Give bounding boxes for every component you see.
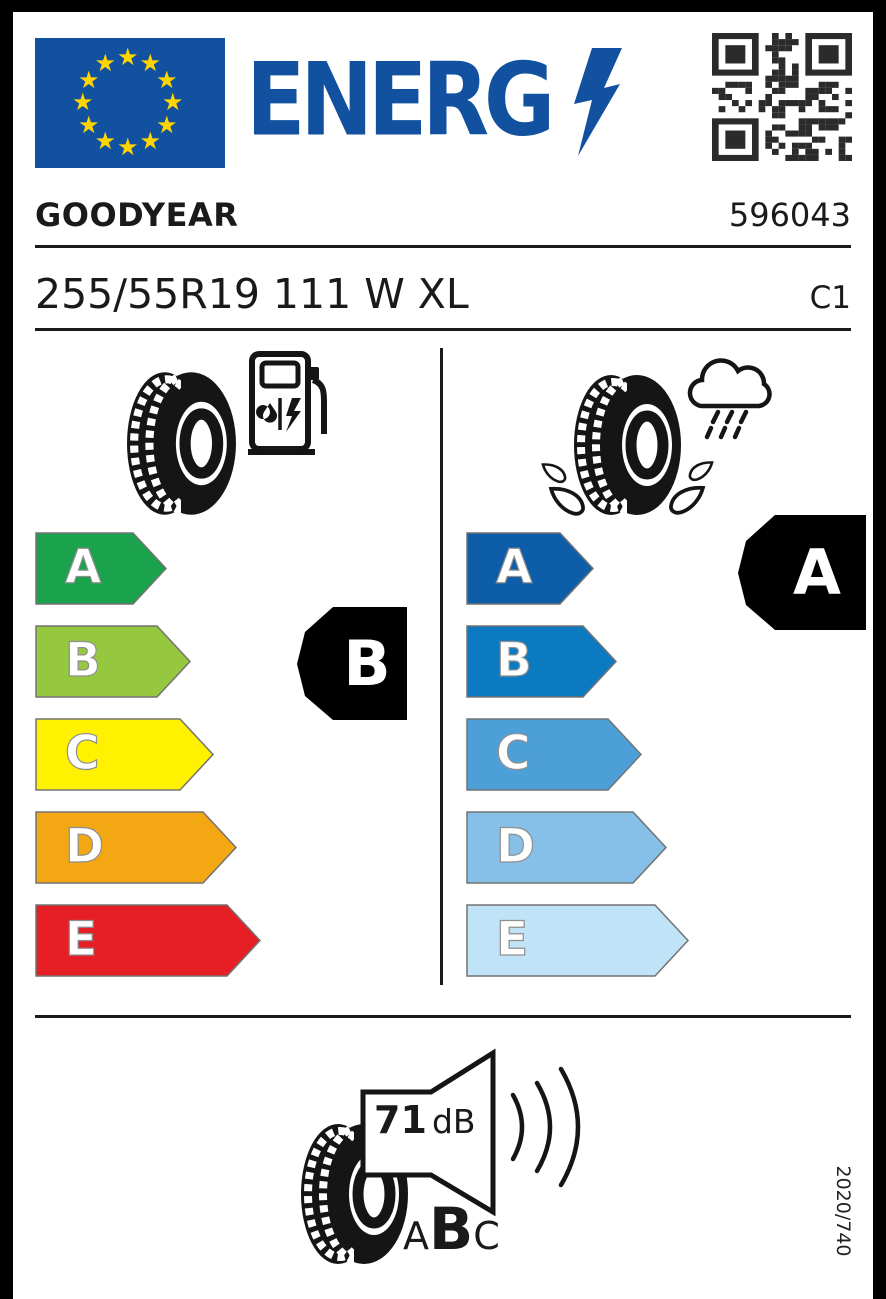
wet-class-a-arrow: [466, 532, 595, 605]
lightning-bolt-icon: [570, 48, 628, 156]
fuel-class-a-arrow: [35, 532, 168, 605]
divider-line: [35, 245, 851, 248]
noise-class-indicator: [403, 1195, 500, 1263]
fuel-class-e-arrow: [35, 904, 262, 977]
wet-class-e-arrow: [466, 904, 690, 977]
eu-star-icon: ★: [72, 88, 94, 116]
fuel-tire-icon: [126, 370, 238, 518]
eu-star-icon: ★: [78, 65, 100, 94]
wet-class-a-letter: A: [496, 540, 533, 595]
wet-class-e-letter: E: [496, 912, 529, 967]
wet-class-c-letter: C: [496, 726, 531, 781]
noise-value: 71: [374, 1098, 427, 1142]
noise-class-c: C: [473, 1214, 500, 1258]
divider-line: [35, 1015, 851, 1018]
fuel-class-d-letter: D: [65, 819, 105, 874]
fuel-rating-arrow: [297, 607, 407, 720]
eu-star-icon: ★: [139, 49, 162, 78]
wet-class-d-letter: D: [496, 819, 536, 874]
fuel-pump-icon: [247, 350, 331, 456]
splash-droplet-icon: [688, 460, 714, 482]
brand-name: GOODYEAR: [35, 196, 239, 234]
regulation-number: 2020/740: [832, 1165, 854, 1257]
qr-code: [712, 33, 852, 161]
fuel-class-c-letter: C: [65, 726, 100, 781]
border-left: [0, 0, 13, 1299]
eu-star-icon: ★: [139, 126, 162, 155]
fuel-class-d-arrow: [35, 811, 238, 884]
fuel-class-a-letter: A: [65, 540, 102, 595]
fuel-class-b-arrow: [35, 625, 192, 698]
eu-star-icon: ★: [155, 110, 178, 139]
eu-star-icon: ★: [162, 88, 184, 116]
border-top: [0, 0, 886, 12]
wet-grip-rating-arrow: [738, 515, 866, 630]
sound-waves-icon: [505, 1055, 590, 1200]
splash-droplet-icon: [548, 486, 586, 516]
rain-cloud-icon: [680, 350, 785, 445]
eu-star-icon: ★: [117, 43, 139, 71]
energy-logo: [246, 40, 628, 160]
splash-droplet-icon: [668, 485, 706, 515]
fuel-class-c-arrow: [35, 718, 215, 791]
eu-star-icon: ★: [78, 110, 100, 139]
noise-class-b-selected: B: [429, 1195, 474, 1263]
border-right: [873, 0, 886, 1299]
noise-value-label: [374, 1098, 490, 1142]
tyre-class: C1: [809, 280, 851, 316]
eu-star-icon: ★: [117, 133, 139, 161]
noise-unit: dB: [431, 1102, 476, 1141]
column-divider: [440, 348, 443, 985]
wet-class-c-arrow: [466, 718, 643, 791]
eu-star-icon: ★: [94, 49, 117, 78]
splash-droplet-icon: [541, 462, 567, 484]
divider-line: [35, 328, 851, 331]
tyre-size-designation: 255/55R19 111 W XL: [35, 270, 469, 318]
eu-flag: [35, 38, 225, 168]
wet-class-d-arrow: [466, 811, 668, 884]
fuel-rating-letter: B: [343, 627, 391, 700]
energy-logo-text: ENERG: [246, 41, 551, 159]
wet-class-b-arrow: [466, 625, 618, 698]
eu-star-icon: ★: [155, 65, 178, 94]
wet-class-b-letter: B: [496, 633, 532, 688]
wet-grip-rating-letter: A: [793, 536, 841, 609]
fuel-class-b-letter: B: [65, 633, 101, 688]
fuel-class-e-letter: E: [65, 912, 98, 967]
wet-grip-tire-icon: [573, 373, 683, 518]
noise-class-a: A: [403, 1214, 429, 1258]
article-number: 596043: [728, 196, 851, 234]
eu-star-icon: ★: [94, 126, 117, 155]
